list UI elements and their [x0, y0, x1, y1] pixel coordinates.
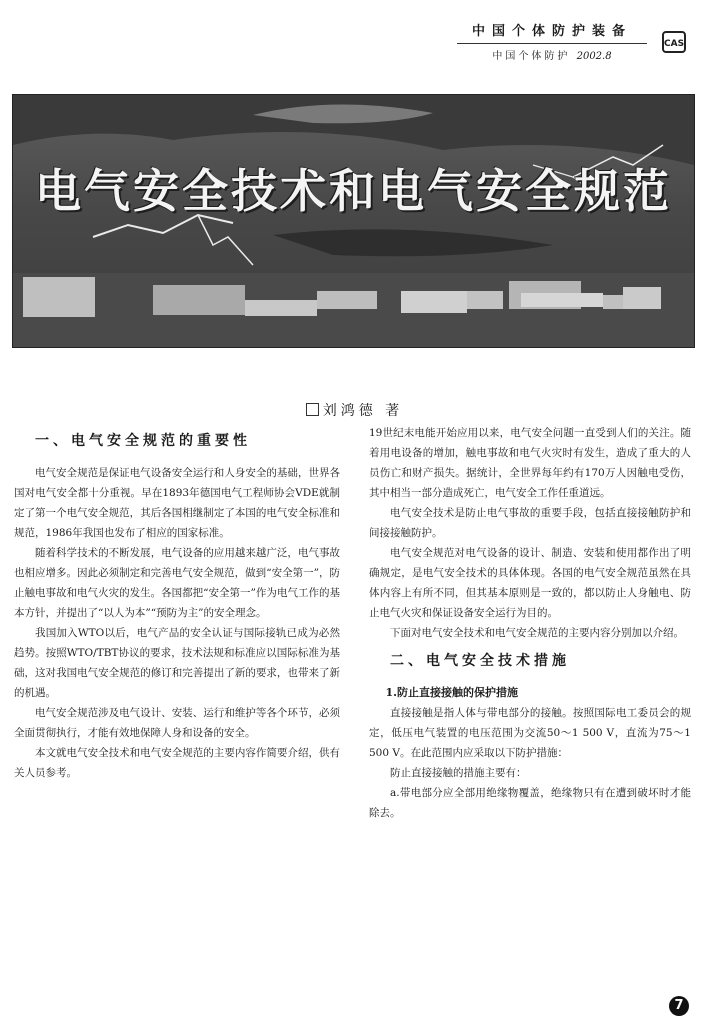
building	[521, 293, 603, 307]
paragraph: 19世纪末电能开始应用以来，电气安全问题一直受到人们的关注。随着用电设备的增加，触电事故和电气火灾时有发生，造成了重大的人员伤亡和财产损失。据统计，全世界每年约有170万人因触电受伤，其中相当一部分造成死亡，电气安全工作任重道远。	[369, 427, 691, 499]
issue-number: 2002.8	[576, 51, 612, 62]
author-line	[0, 400, 709, 420]
mid-cloud	[273, 229, 553, 256]
issue-label: 中国个体防护	[492, 51, 571, 62]
subsection-heading: 1.防止直接接触的保护措施	[385, 686, 518, 699]
right-column	[369, 423, 691, 823]
paragraph: 随着科学技术的不断发展，电气设备的应用越来越广泛，电气事故也相应增多。因此必须制定和完善电气安全规范，做到“安全第一”，防止触电事故和电气火灾的发生。各国都把“安全第一”作为电气工作的基本方针，并提出了“以人为本”“预防为主”的安全理念。	[14, 547, 340, 619]
paragraph: 本文就电气安全技术和电气安全规范的主要内容作简要介绍，供有关人员参考。	[14, 747, 340, 779]
paragraph: 电气安全技术是防止电气事故的重要手段，包括直接接触防护和间接接触防护。	[369, 507, 691, 539]
section-heading: 二、电气安全技术措施	[390, 653, 570, 669]
author-name: 刘鸿德 著	[322, 403, 404, 419]
paragraph: 防止直接接触的措施主要有：	[390, 767, 527, 779]
paragraph: 下面对电气安全技术和电气安全规范的主要内容分别加以介绍。	[390, 627, 684, 639]
issue-line	[457, 47, 647, 62]
paragraph: 电气安全规范是保证电气设备安全运行和人身安全的基础，世界各国对电气安全都十分重视。早在1893年德国电气工程师协会VDE就制定了第一个电气安全规范，其后各国相继制定了本国的电气安全标准和规范，1986年我国也发布了相应的国家标准。	[14, 467, 340, 539]
building	[317, 291, 377, 309]
banner-title: 电气安全技术和电气安全规范	[35, 164, 672, 218]
banner-illustration	[13, 95, 694, 347]
building	[623, 287, 661, 309]
running-header	[457, 20, 647, 62]
checkbox-icon	[306, 403, 319, 416]
page-number: 7	[669, 996, 689, 1016]
title-banner	[12, 94, 695, 348]
paragraph: a.带电部分应全部用绝缘物覆盖，绝缘物只有在遭到破坏时才能除去。	[369, 787, 691, 819]
paragraph: 直接接触是指人体与带电部分的接触。按照国际电工委员会的规定，低压电气装置的电压范围为交流50～1 500 V，直流为75～1 500 V。在此范围内应采取以下防护措施：	[369, 707, 691, 759]
left-column	[14, 423, 340, 783]
building	[153, 285, 245, 315]
cas-logo: CAS	[662, 31, 686, 53]
building	[23, 277, 95, 317]
lightning-bolt	[198, 215, 253, 265]
building	[245, 300, 317, 316]
building	[401, 291, 467, 313]
paragraph: 电气安全规范对电气设备的设计、制造、安装和使用都作出了明确规定，是电气安全技术的具体体现。各国的电气安全规范虽然在具体内容上有所不同，但其基本原则是一致的，都以防止人身触电、防止电气火灾和保证设备安全运行为目的。	[369, 547, 691, 619]
paragraph: 我国加入WTO以后，电气产品的安全认证与国际接轨已成为必然趋势。按照WTO/TBT协议的要求，技术法规和标准应以国际标准为基础，这对我国电气安全规范的修订和完善提出了新的要求，也带来了新的机遇。	[14, 627, 340, 699]
section-heading: 一、电气安全规范的重要性	[35, 433, 251, 449]
building	[467, 291, 503, 309]
paragraph: 电气安全规范涉及电气设计、安装、运行和维护等各个环节，必须全面贯彻执行，才能有效地保障人身和设备的安全。	[14, 707, 340, 739]
journal-title: 中国个体防护装备	[457, 20, 647, 44]
city-ground	[13, 273, 694, 347]
